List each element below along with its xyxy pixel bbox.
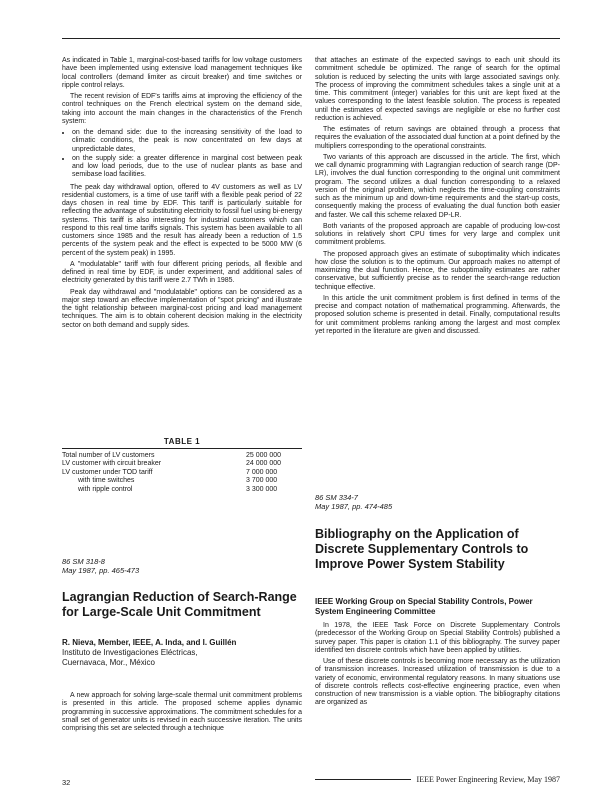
table-row bbox=[62, 486, 302, 494]
list-item: • on the supply side: a greater difference in marginal cost between peak and low load periods, due to the use of nuclear plants as base and semibase load facilities. bbox=[72, 155, 302, 180]
paragraph: Use of these discrete controls is becoming more necessary as the utilization of transmission increases. Increased utilization of transmission is due to a variety of economic, environmental regulatory reasons. In many situations use of discrete controls reflects cost-effective engineering practice, even when construction of new transmission is a viable option. The bibliography citations are organized as bbox=[315, 658, 560, 707]
article-title: Bibliography on the Application of Discrete Supplementary Controls to Improve Power System Stability bbox=[315, 527, 529, 571]
article-abstract bbox=[62, 692, 302, 736]
paragraph: The peak day withdrawal option, offered to 4V customers as well as LV residential customers, is a time of use tariff with a flexible peak period of 22 days chosen in real time by EDF. This tariff is particularly suitable for reflecting the advantage of substituting electricity to fossil fuel using bi-energy systems. This tariff is also interesting for industrial customers which can respond to this real time tariffs signals. This system has been available to all customers since 1985 and the result has already been a reduction of 1.5 percents of the system peak and the effect is expected to be 5000 MW (6 percent of the system peak) in 1995. bbox=[62, 183, 302, 257]
top-rule bbox=[62, 38, 560, 39]
table bbox=[62, 452, 302, 494]
paragraph: Both variants of the proposed approach are capable of producing low-cost solutions in relatively short CPU times for very large and complex unit commitment problems. bbox=[315, 222, 560, 247]
footer-rule bbox=[315, 779, 411, 780]
footer bbox=[315, 775, 560, 784]
working-group: IEEE Working Group on Special Stability Controls, Power System Engineering Committee bbox=[315, 597, 533, 616]
paragraph: As indicated in Table 1, marginal-cost-based tariffs for low voltage customers have been implemented using extensive load management techniques like local controllers (demand limiter as circuit breaker) and time switches or ripple control relays. bbox=[62, 57, 302, 89]
paragraph: A "modulatable" tariff with four different pricing periods, all flexible and defined in real time by EDF, is under experiment, and additional sales of electricity generated by this tariff were 2.7 TWh in 1985. bbox=[62, 260, 302, 285]
paragraph: In this article the unit commitment problem is first defined in terms of the precise and compact notation of mathematical programming. Afterwards, the proposed solution scheme is presented in detail. Finally, computational results for unit commitment problems ranking among the largest and most complex yet reported in the literature are given and discussed. bbox=[315, 294, 560, 335]
affiliation: Cuernavaca, Mor., México bbox=[62, 658, 155, 667]
journal-name: IEEE Power Engineering Review, May 1987 bbox=[416, 775, 560, 784]
table-cell-value: 25 000 000 bbox=[246, 452, 282, 459]
right-column bbox=[315, 57, 560, 339]
reference-id: 86 SM 334-7 bbox=[315, 493, 358, 502]
table-row bbox=[62, 469, 302, 477]
paragraph: Peak day withdrawal and "modulatable" options can be considered as a major step toward an effective implementation of "spot pricing" and illustrate the tight relationship between marginal-cost pricing and load management techniques. The aim is to obtain coherent decision making in the electricity sector on both demand and supply sides. bbox=[62, 288, 302, 329]
page-number: 32 bbox=[62, 778, 71, 787]
author-block bbox=[62, 638, 302, 668]
table-rule bbox=[62, 448, 302, 449]
table-row bbox=[62, 460, 302, 468]
table-cell-label: with time switches bbox=[78, 477, 135, 485]
reference-date: May 1987, pp. 465-473 bbox=[62, 566, 140, 575]
reference-date: May 1987, pp. 474-485 bbox=[315, 502, 393, 511]
table-cell-value: 3 300 000 bbox=[246, 485, 278, 493]
article-title: Lagrangian Reduction of Search-Range for Large-Scale Unit Commitment bbox=[62, 590, 297, 619]
paragraph: In 1978, the IEEE Task Force on Discrete Supplementary Controls (predecessor of the Working Group on Special Stability Controls) published a survey paper. This paper is citation 1.1 of this bibliography. The survey paper identified ten discrete controls which have been applied by utilities. bbox=[315, 622, 560, 654]
list-item: • on the demand side: due to the increasing sensitivity of the load to climatic conditions, the peak is now concentrated on few days at unpredictable dates, bbox=[72, 129, 302, 154]
table-cell-label: Total number of LV customers bbox=[62, 452, 155, 459]
table-cell-value: 24 000 000 bbox=[246, 460, 282, 468]
author-names: R. Nieva, Member, IEEE, A. Inda, and I. Guillén bbox=[62, 638, 237, 647]
table-title: TABLE 1 bbox=[163, 437, 201, 446]
table-cell-value: 7 000 000 bbox=[246, 468, 278, 476]
table-cell-label: LV customer with circuit breaker bbox=[62, 460, 162, 468]
table-row bbox=[62, 477, 302, 485]
article-reference bbox=[315, 493, 392, 511]
paragraph: The recent revision of EDF's tariffs aims at improving the efficiency of the control techniques on the French electrical system on the demand side, taking into account the main changes in the characteristics of the French system: bbox=[62, 93, 302, 125]
table-cell-label: LV customer under TOD tariff bbox=[62, 468, 153, 476]
affiliation: Instituto de Investigaciones Eléctricas, bbox=[62, 648, 198, 657]
paragraph: Two variants of this approach are discussed in the article. The first, which we call dynamic programming with Lagrangian reduction of search range (DP-LR), involves the dual function corresponding to the original unit commitment program. The second utilizes a dual function corresponding to a relaxed version of the original problem, which neglects the time-coupling constraints such as the minimum up and down-time requirements and the start-up costs, consequently making the process of evaluating the dual function both easier and faster. We call this scheme relaxed DP-LR. bbox=[315, 153, 560, 219]
paragraph: The estimates of return savings are obtained through a process that requires the evaluation of the associated dual function at a point defined by the multipliers corresponding to the operational constraints. bbox=[315, 126, 560, 150]
bullet-list bbox=[62, 129, 302, 180]
table-cell-label: with ripple control bbox=[78, 485, 133, 493]
paragraph: A new approach for solving large-scale thermal unit commitment problems is presented in this article. The proposed scheme applies dynamic programming in successive approximations. The commitment schedules for a small set of generator units is revised in each successive iteration. The units comprising this set are selected through a technique bbox=[62, 692, 302, 732]
paragraph: The proposed approach gives an estimate of suboptimality which indicates how close the solution is to the optimum. Our approach makes no attempt of maximizing the dual function. Hence, the suboptimality estimates are rather conservative, but sufficiently precise as to render the search-range reduction technique effective. bbox=[315, 250, 560, 291]
paragraph: that attaches an estimate of the expected savings to each unit should its commitment schedule be optimized. The range of search for the optimal solution is reduced by selecting the units with large associated savings only. The process of improving the commitment schedules takes a single unit at a time. This commitment (integer) variables for this unit are kept fixed at the values corresponding to the latest feasible solution. The process is repeated until the estimates of expected savings are negligible or else no further cost reduction is achieved. bbox=[315, 57, 560, 122]
table-cell-value: 3 700 000 bbox=[246, 477, 278, 485]
reference-id: 86 SM 318-8 bbox=[62, 557, 105, 566]
left-column bbox=[62, 57, 302, 333]
table-row bbox=[62, 452, 302, 460]
article-reference bbox=[62, 557, 139, 575]
article-body bbox=[315, 622, 560, 711]
